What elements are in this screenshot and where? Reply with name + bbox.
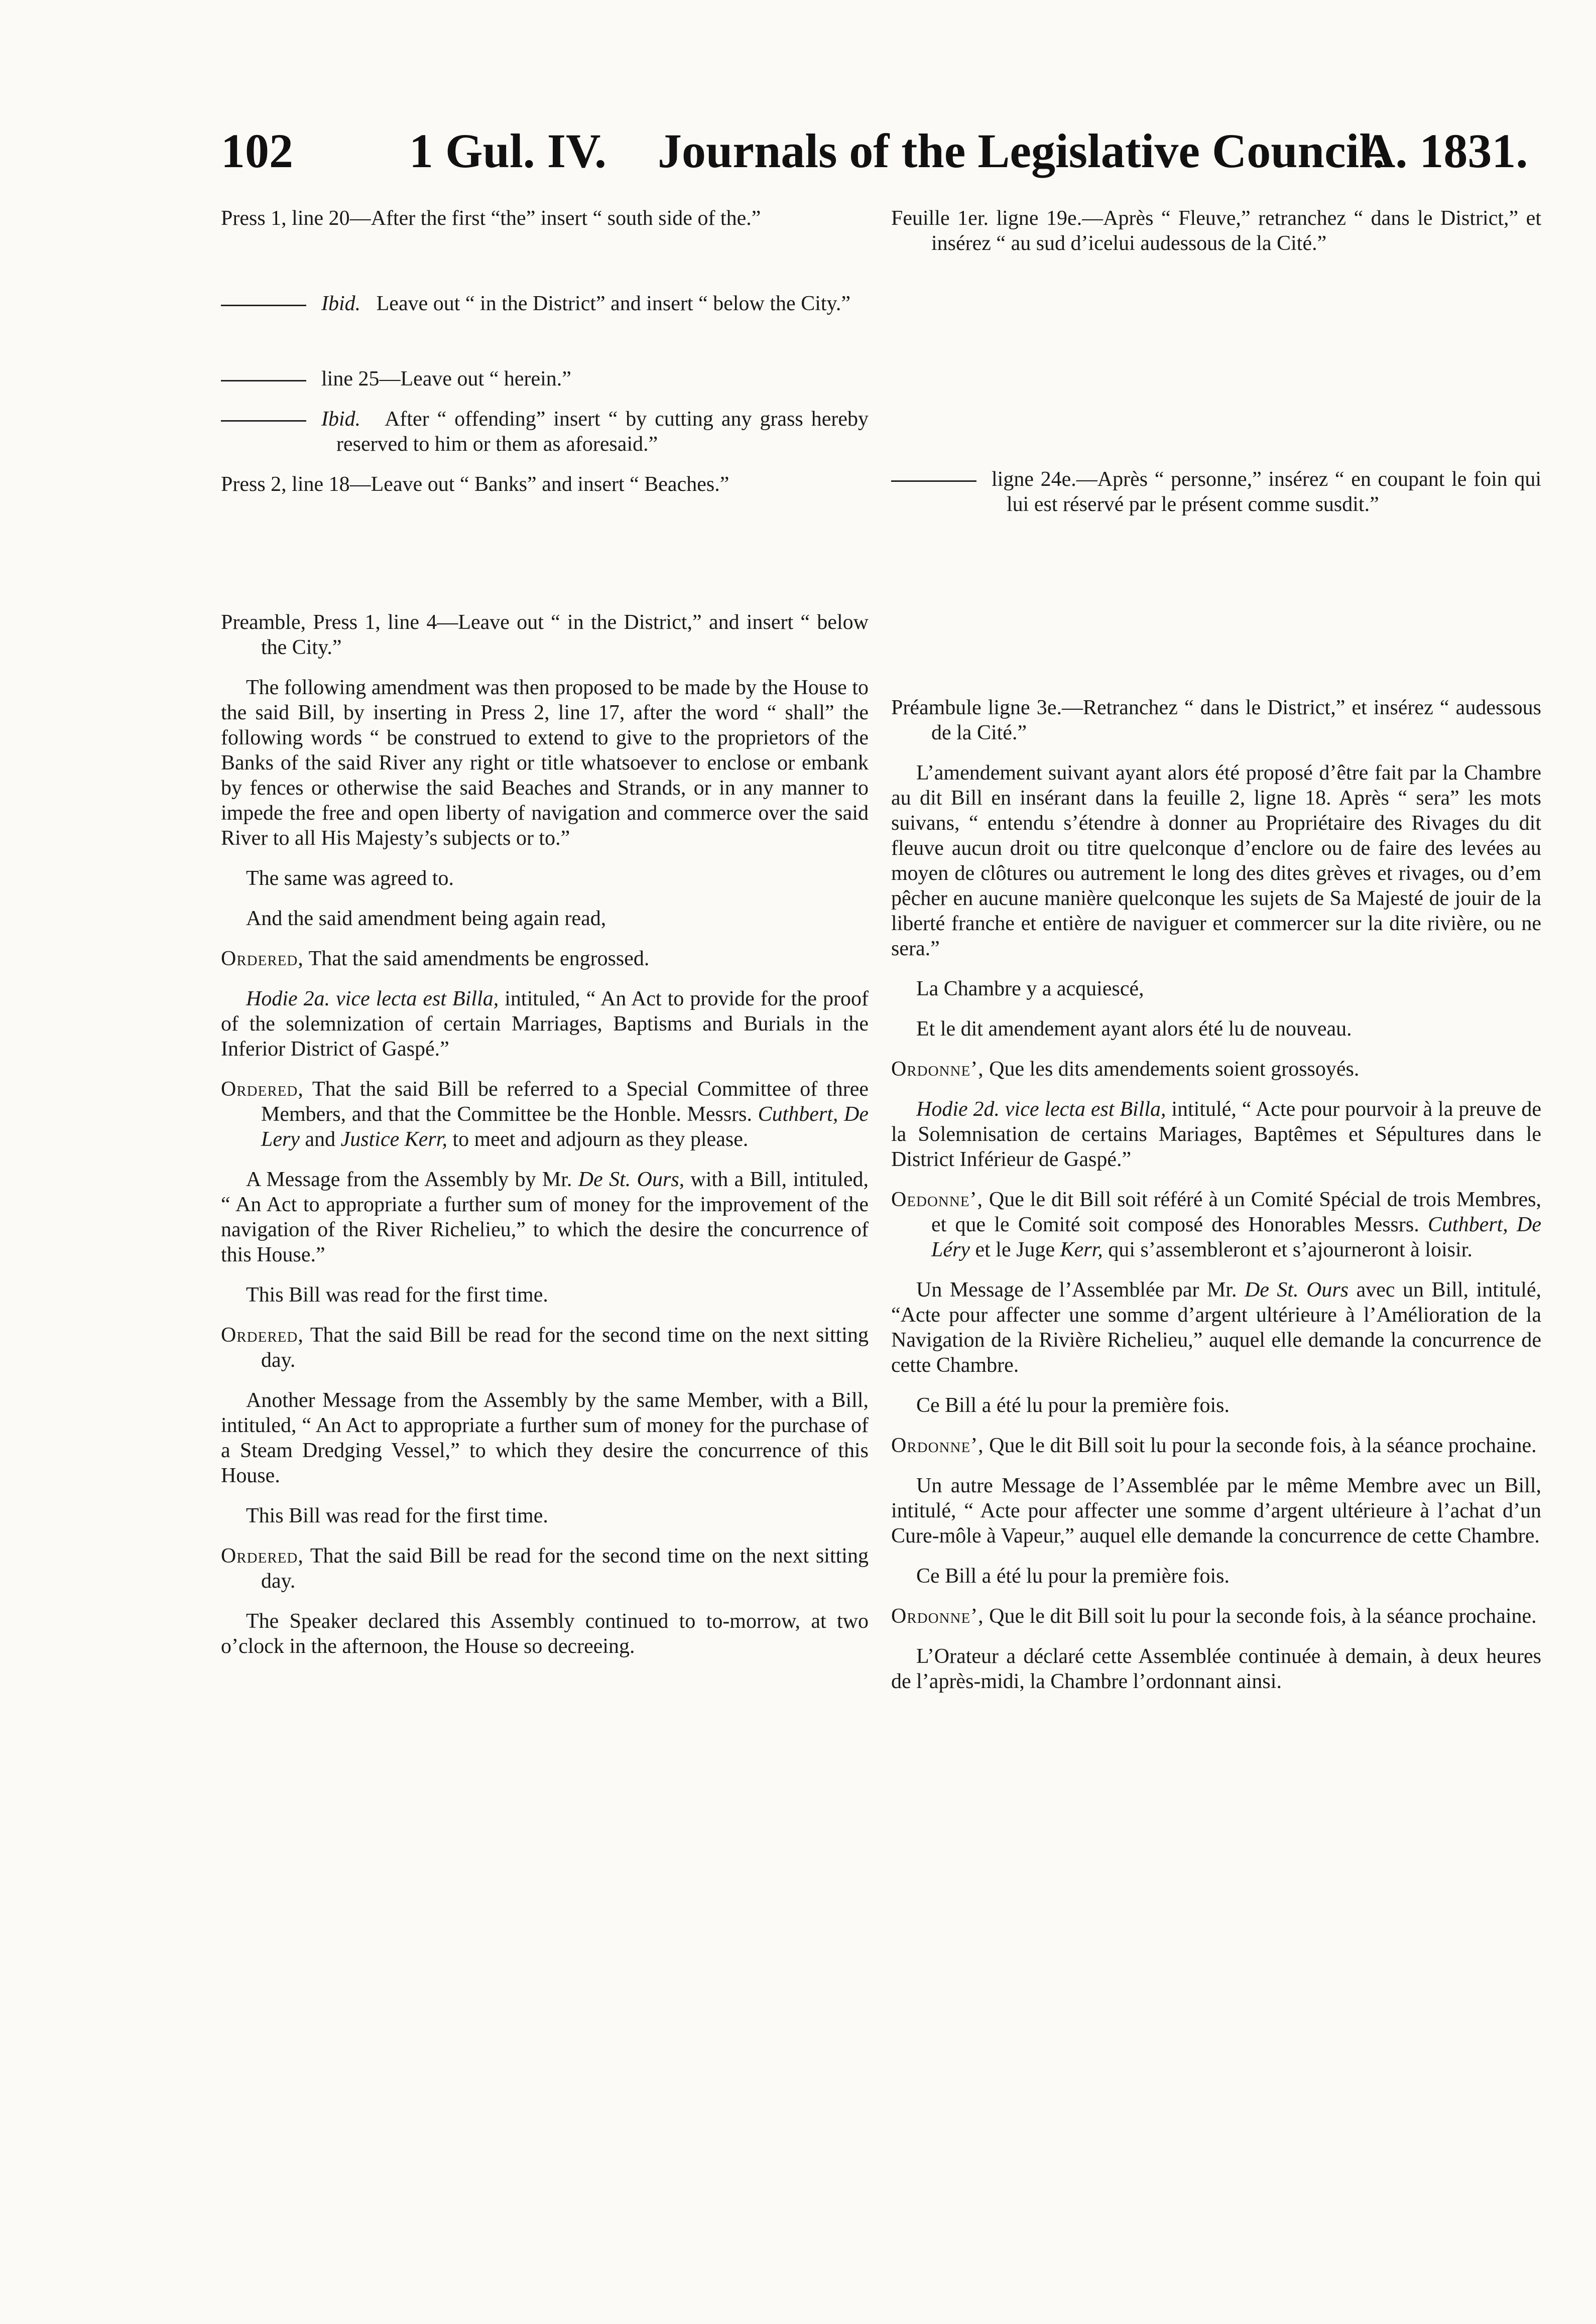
ordonne-seconde-2: Ordonne’, Que le dit Bill soit lu pour la seconde fois, à la séance prochaine. (891, 1605, 1537, 1628)
second-reading-bill: Hodie 2a. vice lecta est Billa, intituled, “ An Act to provide for the proof of the solemnization of certain Marriages, Baptisms and Burials in the Inferior District of Gaspé.” (221, 987, 869, 1061)
premiere-lecture-2: Ce Bill a été lu pour la première fois. (916, 1565, 1230, 1588)
ordered-second-reading-2: Ordered, That the said Bill be read for the second time on the next sitting day. (221, 1544, 869, 1593)
amendment-line25: line 25—Leave out “ herein.” (221, 366, 869, 392)
ligne-24: ligne 24e.—Après “ personne,” insérez “ en coupant le foin qui lui est réservé par le présent comme susdit.” (891, 467, 1541, 517)
premiere-lecture-1: Ce Bill a été lu pour la première fois. (916, 1394, 1230, 1417)
page-number: 102 (221, 124, 293, 178)
ordonne-seconde-1: Ordonne’, Que le dit Bill soit lu pour la seconde fois, à la séance prochaine. (891, 1434, 1537, 1457)
feuille-1-ligne-19: Feuille 1er. ligne 19e.—Après “ Fleuve,” retranchez “ dans le District,” et insérez “ au sud d’icelui audessous de la Cité.” (891, 207, 1541, 255)
read-again-statement: And the said amendment being again read, (246, 907, 606, 930)
message-cure-mole: Un autre Message de l’Assemblée par le même Membre avec un Bill, intitulé, “ Acte pour affecter une somme d’argent ultérieure à l’achat d’un Cure-môle à Vapeur,” auquel elle demande la concurrence de cette Chambre. (891, 1474, 1541, 1547)
message-dredging: Another Message from the Assembly by the same Member, with a Bill, intituled, “ An Act to appropriate a further sum of money for the purchase of a Steam Dredging Vessel,” to which they desire the concurrence of this House. (221, 1389, 869, 1487)
seconde-lecture-bill: Hodie 2d. vice lecta est Billa, intitulé, “ Acte pour pourvoir à la preuve de la Solemnisation de certains Mariages, Baptêmes et Sépultures dans le District Inférieur de Gaspé.” (891, 1098, 1541, 1171)
lu-de-nouveau: Et le dit amendement ayant alors été lu de nouveau. (916, 1017, 1352, 1041)
english-column (221, 206, 869, 1659)
first-reading-2: This Bill was read for the first time. (246, 1504, 548, 1527)
ordered-second-reading-1: Ordered, That the said Bill be read for the second time on the next sitting day. (221, 1324, 869, 1372)
amendment-ibid-2: Ibid. After “ offending” insert “ by cutting any grass hereby reserved to him or them as aforesaid.” (221, 407, 869, 457)
page-title: Journals of the Legislative Council. (658, 124, 1385, 178)
reign-label: 1 Gul. IV. (409, 124, 607, 178)
agreed-statement: The same was agreed to. (246, 867, 454, 890)
dash-rule (221, 380, 306, 381)
first-reading-1: This Bill was read for the first time. (246, 1283, 548, 1307)
message-richelieu-fr: Un Message de l’Assemblée par Mr. De St. Ours avec un Bill, intitulé, “Acte pour affecter une somme d’argent ultérieure à l’Amélioration de la Navigation de la Rivière Richelieu,” auquel elle demande la concurrence de cette Chambre. (891, 1278, 1542, 1377)
chambre-acquiesce: La Chambre y a acquiescé, (916, 977, 1144, 1000)
ordered-committee: Ordered, That the said Bill be referred to a Special Committee of three Members, and that the Committee be the Honble. Messrs. Cuthbert, De Lery and Justice Kerr, to meet and adjourn as they please. (221, 1078, 869, 1151)
dash-rule (221, 420, 306, 422)
amendment-ibid-1: Ibid. Leave out “ in the District” and insert “ below the City.” (221, 291, 869, 316)
french-column (891, 206, 1541, 1694)
amendment-preamble: Preamble, Press 1, line 4—Leave out “ in the District,” and insert “ below the City.” (221, 611, 869, 659)
message-richelieu: A Message from the Assembly by Mr. De St. Ours, with a Bill, intituled, “ An Act to appropriate a further sum of money for the improvement of the navigation of the River Richelieu,” to which the desire the concurrence of this House.” (221, 1168, 869, 1266)
dash-rule (221, 305, 306, 306)
orateur-ajournement: L’Orateur a déclaré cette Assemblée continuée à demain, à deux heures de l’après-midi, la Chambre l’ordonnant ainsi. (891, 1645, 1541, 1693)
amendment-press1-line20: Press 1, line 20—After the first “the” insert “ south side of the.” (221, 207, 761, 230)
year-label: A. 1831. (1361, 124, 1528, 178)
amendment-proposal: The following amendment was then proposed to be made by the House to the said Bill, by inserting in Press 2, line 17, after the word “ shall” the following words “ be construed to extend to give to the proprietors of the Banks of the said River any right or title whatsoever to enclose or embank by fences or otherwise the said Beaches and Strands, or in any manner to impede the free and open liberty of navigation and commerce over the said River to all His Majesty’s subjects or to.” (221, 676, 869, 850)
speaker-adjournment: The Speaker declared this Assembly continued to to-morrow, at two o’clock in the afternoon, the House so decreeing. (221, 1610, 869, 1658)
amendement-suivant: L’amendement suivant ayant alors été proposé d’être fait par la Chambre au dit Bill en insérant dans la feuille 2, ligne 18. Après “ sera” les mots suivans, “ entendu s’étendre à donner au Propriétaire des Rivages du dit fleuve aucun droit ou titre quelconque d’enclore ou de faire des levées au moyen de clôtures ou autrement le long des dites grèves et rivages, ou d’em pêcher en aucune manière quelconque les sujets de Sa Majesté de jouir de la liberté franche et entière de naviguer et commercer sur la dite rivière, ou ne sera.” (891, 761, 1541, 960)
ordonne-grossoyes: Ordonne’, Que les dits amendements soient grossoyés. (891, 1058, 1360, 1081)
dash-rule (891, 480, 976, 482)
ordonne-comite: Oedonne’, Que le dit Bill soit référé à un Comité Spécial de trois Membres, et que le Comité soit composé des Honorables Messrs. Cuthbert, De Léry et le Juge Kerr, qui s’assembleront et s’ajourneront à loisir. (891, 1188, 1542, 1261)
amendment-press2-line18: Press 2, line 18—Leave out “ Banks” and insert “ Beaches.” (221, 473, 729, 496)
preambule: Préambule ligne 3e.—Retranchez “ dans le District,” et insérez “ audessous de la Cité.” (891, 696, 1541, 744)
page-header (221, 108, 1536, 183)
ordered-engrossed: Ordered, That the said amendments be engrossed. (221, 947, 650, 970)
